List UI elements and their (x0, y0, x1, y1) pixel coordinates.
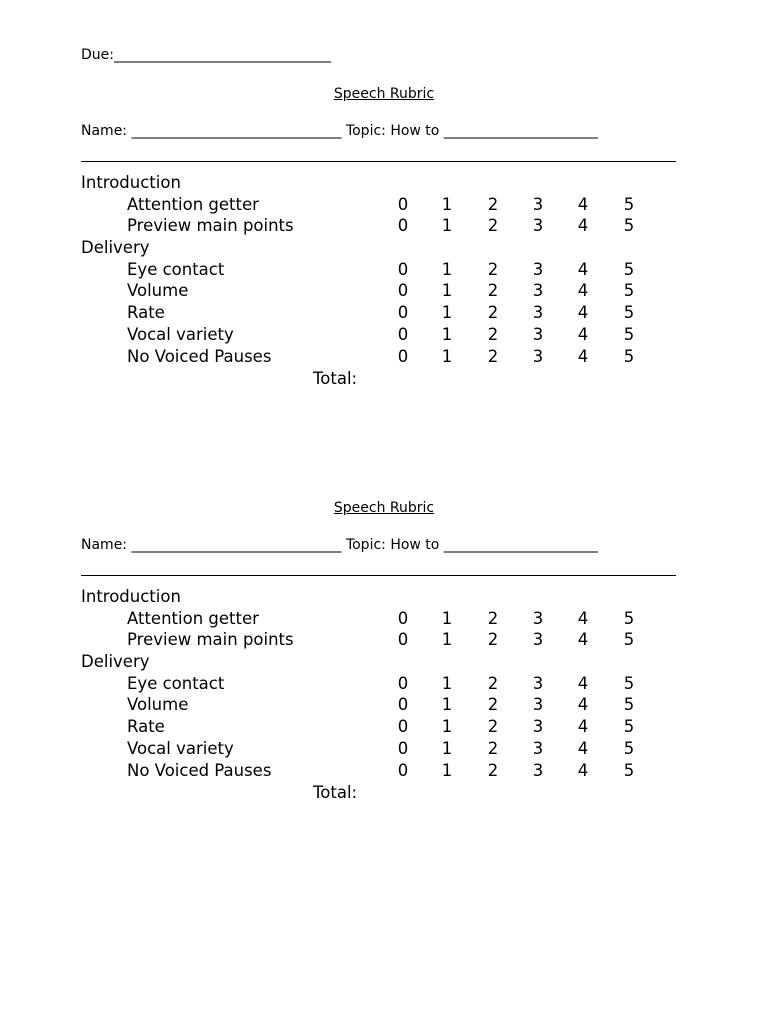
name-label: Name: (81, 123, 128, 139)
score-option-5[interactable]: 5 (623, 260, 635, 279)
speech-rubric-2 (0, 500, 768, 830)
score-option-2[interactable]: 2 (487, 761, 499, 780)
score-option-4[interactable]: 4 (577, 260, 589, 279)
criterion-label: Volume (127, 281, 189, 300)
score-option-5[interactable]: 5 (623, 717, 635, 736)
section-row (0, 651, 768, 673)
score-option-5[interactable]: 5 (623, 195, 635, 214)
rubric-title: Speech Rubric (333, 86, 435, 102)
score-option-2[interactable]: 2 (487, 674, 499, 693)
score-option-0[interactable]: 0 (397, 260, 409, 279)
divider-line (81, 161, 676, 162)
score-option-5[interactable]: 5 (623, 347, 635, 366)
score-option-2[interactable]: 2 (487, 303, 499, 322)
criterion-label: Rate (127, 717, 165, 736)
score-option-1[interactable]: 1 (441, 739, 453, 758)
score-option-1[interactable]: 1 (441, 281, 453, 300)
score-option-0[interactable]: 0 (397, 674, 409, 693)
section-row (0, 172, 768, 194)
score-option-1[interactable]: 1 (441, 609, 453, 628)
section-label-delivery: Delivery (81, 238, 150, 257)
total-label: Total: (313, 369, 358, 388)
score-option-4[interactable]: 4 (577, 609, 589, 628)
score-option-3[interactable]: 3 (532, 347, 544, 366)
score-option-2[interactable]: 2 (487, 739, 499, 758)
score-option-0[interactable]: 0 (397, 695, 409, 714)
score-option-5[interactable]: 5 (623, 325, 635, 344)
score-option-4[interactable]: 4 (577, 761, 589, 780)
name-blank[interactable]: ______________________________ (131, 537, 342, 553)
speech-rubric-1 (0, 86, 768, 416)
score-option-3[interactable]: 3 (532, 325, 544, 344)
criterion-row (0, 760, 768, 782)
score-option-1[interactable]: 1 (441, 717, 453, 736)
name-blank[interactable]: ______________________________ (131, 123, 342, 139)
score-option-4[interactable]: 4 (577, 695, 589, 714)
score-option-1[interactable]: 1 (441, 260, 453, 279)
score-option-4[interactable]: 4 (577, 674, 589, 693)
divider-line (81, 575, 676, 576)
score-option-2[interactable]: 2 (487, 609, 499, 628)
section-label-introduction: Introduction (81, 173, 181, 192)
score-option-3[interactable]: 3 (532, 195, 544, 214)
criterion-row (0, 259, 768, 281)
score-option-2[interactable]: 2 (487, 347, 499, 366)
score-option-3[interactable]: 3 (532, 216, 544, 235)
score-option-0[interactable]: 0 (397, 761, 409, 780)
score-option-5[interactable]: 5 (623, 695, 635, 714)
criterion-label: Attention getter (127, 609, 259, 628)
criterion-label: Preview main points (127, 630, 294, 649)
criterion-label: Attention getter (127, 195, 259, 214)
criterion-row (0, 302, 768, 324)
criterion-row (0, 694, 768, 716)
criterion-label: No Voiced Pauses (127, 347, 272, 366)
name-topic-line (81, 537, 598, 553)
due-blank[interactable]: _______________________________ (113, 47, 331, 63)
criterion-row (0, 324, 768, 346)
criterion-label: Eye contact (127, 674, 225, 693)
due-line (81, 47, 331, 63)
criterion-row (0, 738, 768, 760)
score-option-5[interactable]: 5 (623, 761, 635, 780)
section-label-introduction: Introduction (81, 587, 181, 606)
criterion-label: Rate (127, 303, 165, 322)
score-option-0[interactable]: 0 (397, 325, 409, 344)
score-option-1[interactable]: 1 (441, 325, 453, 344)
score-option-4[interactable]: 4 (577, 630, 589, 649)
topic-blank[interactable]: ______________________ (443, 123, 598, 139)
score-option-2[interactable]: 2 (487, 195, 499, 214)
score-option-2[interactable]: 2 (487, 630, 499, 649)
criterion-row (0, 280, 768, 302)
topic-blank[interactable]: ______________________ (443, 537, 598, 553)
total-row (0, 368, 768, 390)
score-option-0[interactable]: 0 (397, 739, 409, 758)
score-option-1[interactable]: 1 (441, 695, 453, 714)
section-row (0, 237, 768, 259)
total-label: Total: (313, 783, 358, 802)
score-option-0[interactable]: 0 (397, 347, 409, 366)
total-row (0, 782, 768, 804)
criterion-row (0, 608, 768, 630)
score-option-4[interactable]: 4 (577, 303, 589, 322)
score-option-2[interactable]: 2 (487, 260, 499, 279)
topic-label: Topic: How to (345, 123, 440, 139)
score-option-3[interactable]: 3 (532, 281, 544, 300)
score-option-2[interactable]: 2 (487, 325, 499, 344)
rubric-title: Speech Rubric (333, 500, 435, 516)
score-option-2[interactable]: 2 (487, 216, 499, 235)
criterion-row (0, 215, 768, 237)
score-option-4[interactable]: 4 (577, 325, 589, 344)
score-option-5[interactable]: 5 (623, 739, 635, 758)
score-option-1[interactable]: 1 (441, 630, 453, 649)
score-option-2[interactable]: 2 (487, 717, 499, 736)
criterion-label: Preview main points (127, 216, 294, 235)
score-option-1[interactable]: 1 (441, 216, 453, 235)
criterion-row (0, 629, 768, 651)
score-option-3[interactable]: 3 (532, 717, 544, 736)
score-option-4[interactable]: 4 (577, 739, 589, 758)
score-option-4[interactable]: 4 (577, 216, 589, 235)
criterion-row (0, 673, 768, 695)
score-option-3[interactable]: 3 (532, 609, 544, 628)
score-option-3[interactable]: 3 (532, 303, 544, 322)
score-option-3[interactable]: 3 (532, 630, 544, 649)
criterion-label: Vocal variety (127, 739, 234, 758)
score-option-3[interactable]: 3 (532, 674, 544, 693)
score-option-4[interactable]: 4 (577, 195, 589, 214)
score-option-5[interactable]: 5 (623, 609, 635, 628)
section-row (0, 586, 768, 608)
score-option-5[interactable]: 5 (623, 674, 635, 693)
criterion-label: Eye contact (127, 260, 225, 279)
score-option-0[interactable]: 0 (397, 717, 409, 736)
score-option-1[interactable]: 1 (441, 347, 453, 366)
score-option-0[interactable]: 0 (397, 630, 409, 649)
score-option-1[interactable]: 1 (441, 761, 453, 780)
section-label-delivery: Delivery (81, 652, 150, 671)
score-option-5[interactable]: 5 (623, 630, 635, 649)
name-topic-line (81, 123, 598, 139)
score-option-1[interactable]: 1 (441, 195, 453, 214)
score-option-0[interactable]: 0 (397, 195, 409, 214)
score-option-0[interactable]: 0 (397, 216, 409, 235)
score-option-4[interactable]: 4 (577, 281, 589, 300)
score-option-5[interactable]: 5 (623, 216, 635, 235)
score-option-3[interactable]: 3 (532, 695, 544, 714)
score-option-3[interactable]: 3 (532, 739, 544, 758)
criterion-row (0, 716, 768, 738)
criterion-label: No Voiced Pauses (127, 761, 272, 780)
score-option-0[interactable]: 0 (397, 303, 409, 322)
criterion-row (0, 194, 768, 216)
score-option-5[interactable]: 5 (623, 303, 635, 322)
score-option-0[interactable]: 0 (397, 281, 409, 300)
score-option-2[interactable]: 2 (487, 281, 499, 300)
name-label: Name: (81, 537, 128, 553)
topic-label: Topic: How to (345, 537, 440, 553)
score-option-2[interactable]: 2 (487, 695, 499, 714)
score-option-3[interactable]: 3 (532, 761, 544, 780)
score-option-3[interactable]: 3 (532, 260, 544, 279)
score-option-4[interactable]: 4 (577, 347, 589, 366)
score-option-0[interactable]: 0 (397, 609, 409, 628)
score-option-1[interactable]: 1 (441, 303, 453, 322)
criterion-label: Volume (127, 695, 189, 714)
score-option-5[interactable]: 5 (623, 281, 635, 300)
score-option-4[interactable]: 4 (577, 717, 589, 736)
criterion-label: Vocal variety (127, 325, 234, 344)
due-label: Due: (81, 47, 114, 63)
score-option-1[interactable]: 1 (441, 674, 453, 693)
criterion-row (0, 346, 768, 368)
